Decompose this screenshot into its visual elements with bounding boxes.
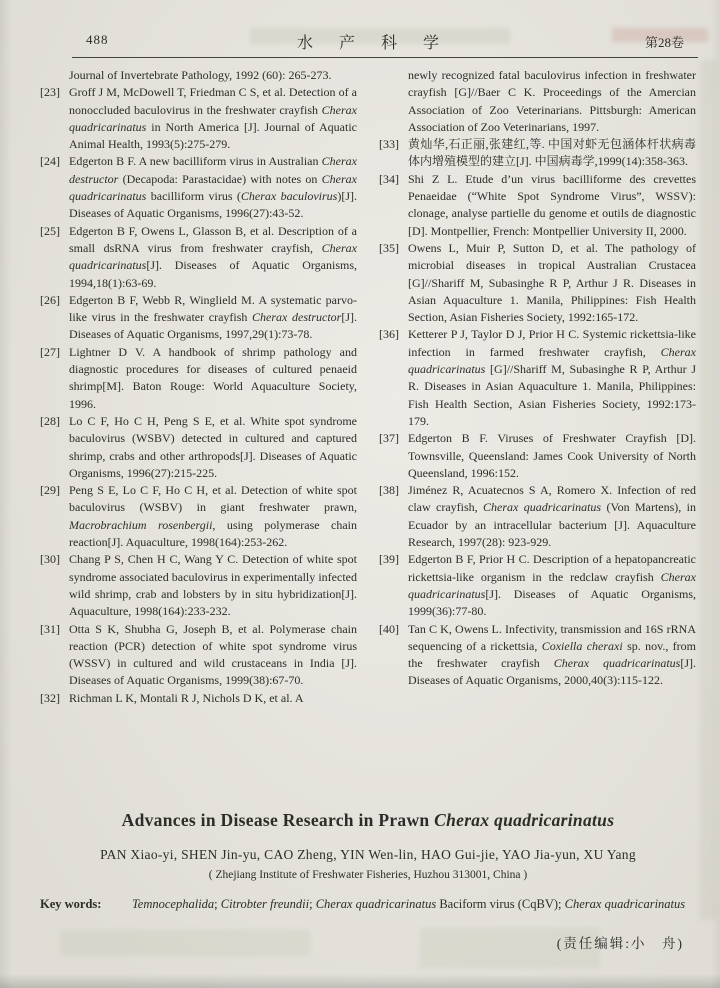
reference-number: [23] [40, 85, 60, 100]
reference-text: Tan C K, Owens L. Infectivity, transmission and 16S rRNA sequencing of a rickettsia, Coxiella cheraxi sp. nov., from the freshwater crayfish Cherax quadricarinatus[J]. Diseases of Aquatic Organisms, 2000,40(3):115-122. [408, 621, 696, 688]
reference-item [40, 344, 357, 413]
reference-number: [35] [379, 240, 399, 255]
reference-text: Lo C F, Ho C H, Peng S E, et al. White spot syndrome baculovirus (WSBV) detected in cultured and captured shrimp, crabs and other arthropods[J]. Diseases of Aquatic Organisms, 1996(27):215-225. [69, 413, 357, 480]
keywords-paragraph [40, 895, 696, 914]
reference-text: Chang P S, Chen H C, Wang Y C. Detection of white spot syndrome associated baculovirus in experimentally infected wild shrimp, crab and lobsters by in situ hybridization[J]. Aquaculture, 1998(164):233-232. [69, 552, 357, 619]
reference-number: [24] [40, 154, 60, 169]
reference-number: [34] [379, 171, 399, 186]
reference-item [40, 690, 357, 707]
reference-item [40, 551, 357, 620]
editor-note: (责任编辑:小 舟) [556, 936, 684, 951]
reference-number: [26] [40, 292, 60, 307]
reference-item [40, 292, 357, 344]
reference-item [379, 430, 696, 482]
reference-item [40, 223, 357, 292]
reference-item [379, 621, 696, 690]
reference-text: Edgerton B F. Viruses of Freshwater Crayfish [D]. Townsville, Queensland: James Cook University of North Queensland, 1996:152. [408, 431, 696, 480]
reference-item [40, 482, 357, 551]
reference-number: [33] [379, 137, 399, 152]
reference-number: [25] [40, 223, 60, 238]
reference-number: [40] [379, 621, 399, 636]
volume-label: 第28卷 [644, 35, 684, 50]
reference-number: [39] [379, 552, 399, 567]
right-column [379, 67, 696, 819]
header-rule [72, 57, 698, 58]
reference-item [40, 413, 357, 482]
reference-text: Edgerton B F, Webb R, Winglield M. A systematic parvo-like virus in the freshwater crayfish Cherax destructor[J]. Diseases of Aquatic Organisms, 1997,29(1):73-78. [69, 292, 358, 342]
reference-text: 黄灿华,石正丽,张建红,等. 中国对虾无包涵体杆状病毒体内增殖模型的建立[J]. 中国病毒学,1999(14):358-363. [408, 137, 696, 169]
reference-text: Ketterer P J, Taylor D J, Prior H C. Systemic rickettsia-like infection in farmed freshwater crayfish, Cherax quadricarinatus [G]//Shariff M, Subasinghe R P, Arthur J R. Diseases in Asian Aquaculture 1. Manila, Philippines: Fish Health Section, Asian Fisheries Society, 1992:173-179. [408, 327, 696, 428]
reference-text: Shi Z L. Etude d’un virus bacilliforme des crevettes Penaeidae (“White Spot Syndrome Virus”, WSSV): clonage, analyse partielle du genome et outils de diagnostic [D]. Montpellier, French: Montpellier University II, 2000. [408, 171, 696, 238]
page-number: 488 [86, 32, 109, 47]
left-column [40, 67, 357, 819]
reference-text: Otta S K, Shubha G, Joseph B, et al. Polymerase chain reaction (PCR) detection of white spot syndrome virus (WSSV) in cultured and wild crustaceans in India [J]. Diseases of Aquatic Organisms, 1999(38):67-70. [69, 621, 357, 688]
reference-number: [30] [40, 552, 60, 567]
reference-number: [27] [40, 344, 60, 359]
keywords-text: Temnocephalida; Citrobter freundii; Cherax quadricarinatus Baciform virus (CqBV); Cherax quadricarinatus [132, 897, 686, 911]
reference-item [379, 326, 696, 430]
reference-text: Edgerton B F, Owens L, Glasson B, et al. Description of a small dsRNA virus from freshwater crayfish, Cherax quadricarinatus[J]. Diseases of Aquatic Organisms, 1994,18(1):63-69. [69, 223, 357, 290]
reference-text: Owens L, Muir P, Sutton D, et al. The pathology of microbial diseases in tropical Australian Crustacea [G]//Shariff M, Subasinghe R P, Arthur J R. Diseases in Asian Aquaculture 1. Manila, Philippines: Fish Health Section, Asian Fisheries Society, 1992:165-172. [408, 240, 696, 325]
reference-text: Edgerton B F, Prior H C. Description of a hepatopancreatic rickettsia-like organism in the redclaw crayfish Cherax quadricarinatus[J]. Diseases of Aquatic Organisms, 1999(36):77-80. [408, 552, 696, 619]
reference-text: Journal of Invertebrate Pathology, 1992 (60): 265-273. [69, 68, 332, 82]
keywords-label: Key words: [40, 897, 102, 911]
reference-item [40, 67, 357, 84]
article-authors: PAN Xiao-yi, SHEN Jin-yu, CAO Zheng, YIN Wen-lin, HAO Gui-jie, YAO Jia-yun, XU Yang [100, 847, 636, 862]
reference-text: Richman L K, Montali R J, Nichols D K, et al. A [69, 690, 304, 705]
reference-text: Groff J M, McDowell T, Friedman C S, et al. Detection of a nonoccluded baculovirus in the freshwater crayfish Cherax quadricarinatus in North America [J]. Journal of Aquatic Animal Health, 1993(5):275-279. [69, 85, 357, 152]
reference-item [379, 136, 696, 171]
reference-item [379, 240, 696, 326]
reference-item [40, 84, 357, 153]
reference-text: Peng S E, Lo C F, Ho C H, et al. Detection of white spot baculovirus (WSBV) in giant freshwater prawn, Macrobrachium rosenbergii, using polymerase chain reaction[J]. Aquaculture, 1998(164):253-262. [69, 483, 358, 550]
reference-columns [40, 67, 696, 819]
reference-number: [36] [379, 327, 399, 342]
reference-text: Lightner D V. A handbook of shrimp pathology and diagnostic procedures for diseases of cultured penaeid shrimp[M]. Baton Rouge: World Aquaculture Society, 1996. [69, 344, 357, 411]
article-affiliation: ( Zhejiang Institute of Freshwater Fisheries, Huzhou 313001, China ) [208, 869, 528, 881]
reference-item [40, 621, 357, 690]
reference-item [379, 551, 696, 620]
reference-number: [32] [40, 690, 60, 705]
reference-text: Edgerton B F. A new bacilliform virus in Australian Cherax destructor (Decapoda: Parastacidae) with notes on Cherax quadricarinatus bacilliform virus (Cherax baculovirus)[J]. Diseases of Aquatic Organisms, 1996(27):43-52. [69, 154, 357, 221]
reference-number: [37] [379, 431, 399, 446]
reference-item [379, 67, 696, 136]
reference-item [379, 171, 696, 240]
reference-item [379, 482, 696, 551]
page-header [40, 30, 696, 52]
article-summary-block [40, 810, 696, 914]
reference-number: [38] [379, 483, 399, 498]
journal-title: 水产科学 [296, 35, 465, 52]
reference-list-right [379, 67, 696, 690]
reference-list-left [40, 67, 357, 707]
reference-item [40, 153, 357, 222]
reference-number: [29] [40, 483, 60, 498]
scan-bleed-artifact [60, 930, 310, 956]
reference-text: newly recognized fatal baculovirus infection in freshwater crayfish [G]//Baer C K. Proceedings of the Amercian Association of Zoo Veterinarians. Pittsburgh: American Association of Zoo Veterinarians, 1997. [408, 68, 696, 134]
scan-bleed-artifact [700, 60, 716, 920]
article-title: Advances in Disease Research in Prawn Cherax quadricarinatus [121, 810, 615, 830]
reference-number: [31] [40, 621, 60, 636]
reference-number: [28] [40, 413, 60, 428]
reference-text: Jiménez R, Acuatecnos S A, Romero X. Infection of red claw crayfish, Cherax quadricarinatus (Von Martens), in Ecuador by an intracellular bacterium [J]. Aquaculture Research, 1997(28): 923-929. [408, 483, 696, 550]
